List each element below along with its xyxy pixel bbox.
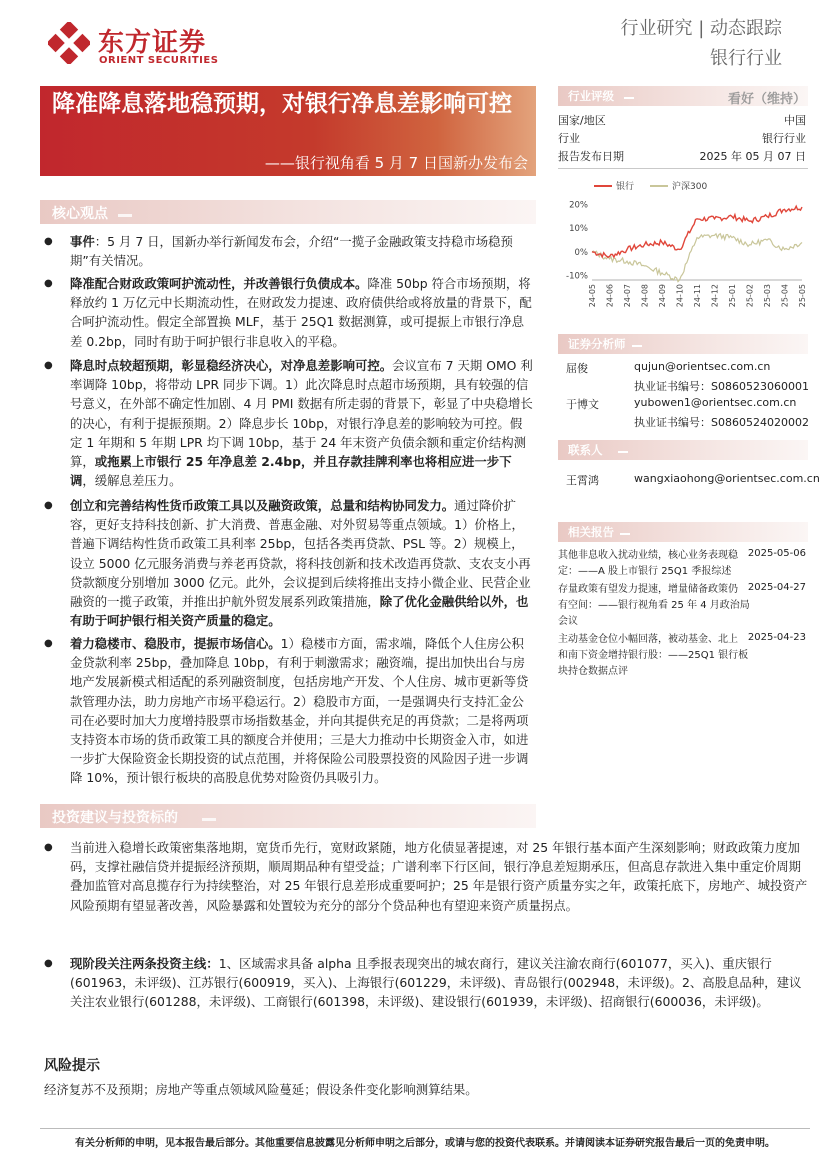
- footer-divider: [40, 1128, 810, 1129]
- related-date: 2025-04-27: [747, 582, 806, 593]
- y-tick-label: 0%: [574, 247, 588, 258]
- related-report[interactable]: 主动基金仓位小幅回落，被动基金、北上 和南下资金增持银行股：——25Q1 银行板 块持仓数据点评: [558, 634, 749, 677]
- section-core-header: [40, 200, 536, 224]
- analyst-cert: 执业证书编号：S0860524020002: [634, 416, 809, 429]
- related-header: 相关报告: [558, 522, 808, 542]
- core-point: ● 降准配合财政政策呵护流动性，并改善银行负债成本。降准 50bp 符合市场预期，将释放约 1 万亿元中长期流动性，在财政发力提速、政府债供给或将放量的背景下，配合呵护流动性。假定全部置换 MLF，基于 25Q1 数据测算，或可提振上市银行净息差 0.2bp，同时有助于呵护银行非息收入的平稳。: [44, 276, 532, 349]
- brand-logo-icon: [48, 22, 90, 64]
- bullet-icon: ●: [44, 842, 53, 853]
- related-report[interactable]: 存量政策有望发力提速，增量储备政策仍 有空间：——银行视角看 25 年 4 月政治局 会议: [558, 584, 750, 627]
- footer-disclaimer: 有关分析师的申明，见本报告最后部分。其他重要信息披露见分析师申明之后部分，或请与您的投资代表联系。并请阅读本证券研究报告最后一页的免责申明。: [75, 1138, 775, 1149]
- contact-header: 联系人: [558, 440, 808, 460]
- divider: [558, 168, 808, 169]
- core-point: ● 着力稳楼市、稳股市，提振市场信心。1）稳楼市方面，需求端，降低个人住房公积金贷款利率 25bp，叠加降息 10bp，有利于刺激需求；融资端，提出加快出台与房地产发展新模式相适配的系列融资制度，包括房地产开发、个人住房、城市更新等贷款管理办法，助力房地产市场平稳运行。2）稳股市方面，一是强调央行支持汇金公司在必要时加大力度增持股票市场指数基金，并向其提供充足的再贷款；二是将两项支持资本市场的货币政策工具的额度合并使用；三是大力推动中长期资金入市，如进一步扩大保险资金长期投资的试点范围，并将保险公司股票投资的风险因子进一步调降 10%，预计银行板块的高股息优势对险资仍具吸引力。: [44, 636, 529, 786]
- performance-chart: [558, 172, 808, 320]
- series-line-bank: [592, 206, 802, 257]
- x-tick-label: 24-12: [710, 284, 720, 308]
- analyst-name: 于博文: [566, 398, 599, 411]
- series-line-index: [592, 234, 802, 282]
- legend-bank-label: 银行: [616, 182, 635, 192]
- x-tick-label: 24-10: [675, 284, 685, 308]
- bullet-icon: ●: [44, 500, 53, 511]
- y-tick-label: -10%: [566, 271, 588, 282]
- report-subtitle: ——银行视角看 5 月 7 日国新办发布会: [264, 154, 528, 172]
- rating-val: 银行行业: [762, 132, 806, 145]
- industry-name: 银行行业: [710, 48, 782, 69]
- analyst-name: 屈俊: [566, 362, 588, 375]
- rating-val: 中国: [784, 114, 806, 127]
- bullet-icon: ●: [44, 278, 53, 289]
- section-invest-header: [40, 804, 536, 828]
- y-tick-label: 10%: [569, 224, 588, 235]
- legend-index-label: 沪深300: [672, 182, 708, 192]
- x-tick-label: 24-09: [658, 284, 667, 308]
- bullet-icon: ●: [44, 236, 53, 247]
- x-tick-label: 24-06: [605, 284, 615, 308]
- brand-name-en: ORIENT SECURITIES: [99, 55, 219, 66]
- risk-text: 经济复苏不及预期；房地产等重点领域风险蔓延；假设条件变化影响测算结果。: [44, 1082, 478, 1097]
- analyst-cert: 执业证书编号：S0860523060001: [634, 380, 809, 393]
- y-tick-label: 20%: [569, 200, 588, 211]
- core-point: ● 降息时点较超预期，彰显稳经济决心，对净息差影响可控。会议宣布 7 天期 OMO 利率调降 10bp，将带动 LPR 同步下调。1）此次降息时点超市场预期，具有较强的信号意义，在外部不确定性加剧、4 月 PMI 数据有所走弱的背景下，彰显了中央稳增长的决心，有利于提振预期。2）降息步长 10bp，对银行净息差的影响较为可控。假定 1 年期和 5 年期 LPR 均下调 10bp，基于 24 年末资产负债余额和重定价结构测算，或拖累上市银行 25 年净息差 2.4bp，并且存款挂牌利率也将相应进一步下调，缓解息差压力。: [44, 358, 533, 489]
- bullet-icon: ●: [44, 958, 53, 969]
- core-point: ● 创立和完善结构性货币政策工具以及融资政策，总量和结构协同发力。通过降价扩容，更好支持科技创新、扩大消费、普惠金融、对外贸易等重点领域。1）价格上，普遍下调结构性货币政策工具利率 25bp，包括各类再贷款、PSL 等。2）规模上，设立 5000 亿元服务消费与养老再贷款，将科技创新和技术改造再贷款、支农支小再贷款额度分别增加 3000 亿元。此外，会议提到后续将推出支持小微企业、民营企业融资的一揽子政策，并推出护航外贸发展系列政策措施，除了优化金融供给以外，也有助于呵护银行相关资产质量的稳定。: [44, 498, 531, 629]
- x-tick-label: 25-04: [780, 284, 790, 308]
- analyst-email[interactable]: yubowen1@orientsec.com.cn: [634, 396, 797, 409]
- section-invest-title: 投资建议与投资标的: [52, 810, 178, 826]
- x-tick-label: 24-07: [623, 284, 632, 308]
- related-report[interactable]: 其他非息收入扰动业绩，核心业务表现稳 定：——A 股上市银行 25Q1 季报综述: [558, 550, 738, 577]
- rating-key: 国家/地区: [558, 114, 606, 127]
- x-tick-label: 24-11: [693, 284, 702, 308]
- contact-name: 王霄鸿: [566, 474, 599, 487]
- section-risk-title: 风险提示: [44, 1058, 100, 1074]
- rating-value: 看好（维持）: [727, 92, 806, 107]
- bullet-icon: ●: [44, 360, 53, 371]
- x-tick-label: 24-05: [588, 284, 597, 308]
- rating-val: 2025 年 05 月 07 日: [699, 150, 806, 163]
- x-tick-label: 25-01: [728, 284, 737, 308]
- report-type: 行业研究 | 动态跟踪: [620, 18, 782, 39]
- x-tick-label: 25-02: [745, 284, 755, 308]
- report-title: 降准降息落地稳预期，对银行净息差影响可控: [52, 91, 512, 117]
- rating-header: 行业评级: [558, 86, 808, 106]
- analysts-header: 证券分析师: [558, 334, 808, 354]
- brand-name: 东方证券: [98, 28, 207, 58]
- section-core-title: 核心观点: [52, 206, 108, 222]
- rating-key: 行业: [558, 132, 580, 145]
- related-date: 2025-04-23: [747, 632, 806, 643]
- contact-email[interactable]: wangxiaohong@orientsec.com.cn: [634, 472, 820, 485]
- rating-key: 报告发布日期: [558, 150, 624, 163]
- x-tick-label: 24-08: [640, 284, 650, 308]
- analyst-email[interactable]: qujun@orientsec.com.cn: [634, 360, 771, 373]
- x-tick-label: 25-05: [798, 284, 807, 308]
- bullet-icon: ●: [44, 638, 53, 649]
- related-date: 2025-05-06: [747, 548, 806, 559]
- x-tick-label: 25-03: [763, 284, 772, 308]
- core-point: ● 事件：5 月 7 日，国新办举行新闻发布会，介绍“一揽子金融政策支持稳市场稳预期”有关情况。: [44, 234, 513, 269]
